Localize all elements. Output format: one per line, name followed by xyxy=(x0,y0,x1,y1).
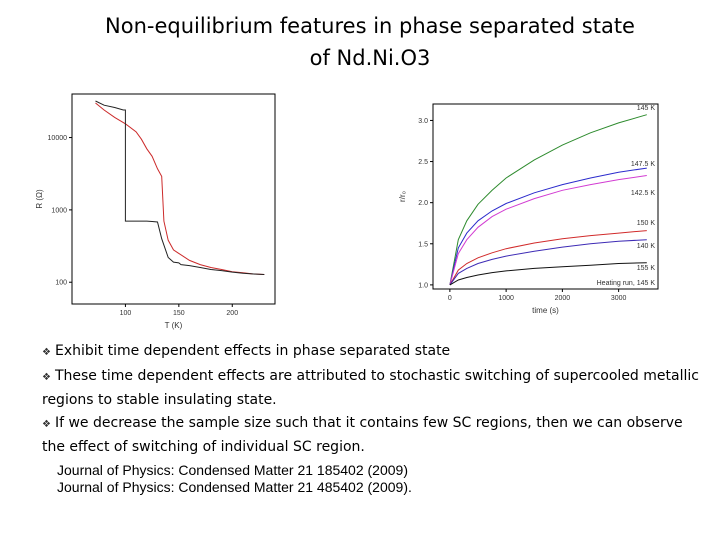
slide-title-line-1: Non-equilibrium features in phase separated state xyxy=(105,14,635,38)
series-line xyxy=(450,176,647,285)
series-line xyxy=(450,240,647,285)
bullet-item xyxy=(42,412,702,459)
series-label: 142.5 K xyxy=(630,190,655,197)
y-tick-label: 3.0 xyxy=(418,117,428,125)
x-axis-label: time (s) xyxy=(532,306,559,315)
x-tick-label: 1000 xyxy=(498,295,514,302)
chart-annotation: Heating run, 145 K xyxy=(596,280,655,287)
bullet-list xyxy=(42,340,702,459)
x-tick-label: 200 xyxy=(226,310,239,317)
diamond-bullet-icon: ❖ xyxy=(42,418,51,430)
y-tick-label: 2.0 xyxy=(418,200,428,208)
y-tick-label: 2.5 xyxy=(418,159,428,167)
bullet-text: If we decrease the sample size such that it contains few SC regions, then we can observe the effect of switching of individual SC region. xyxy=(42,414,683,455)
slide-title-line-2: of Nd.Ni.O3 xyxy=(309,46,431,70)
reference-1: Journal of Physics: Condensed Matter 21 185402 (2009) xyxy=(57,462,408,478)
y-tick-label: 1000 xyxy=(51,207,67,215)
relaxation-time-chart xyxy=(388,96,688,328)
x-tick-label: 100 xyxy=(119,310,132,317)
slide-title xyxy=(40,10,700,74)
y-tick-label: 10000 xyxy=(47,135,67,143)
diamond-bullet-icon: ❖ xyxy=(42,371,51,383)
bullet-text: These time dependent effects are attributed to stochastic switching of supercooled metallic regions to stable insulating state. xyxy=(42,367,699,408)
series-line xyxy=(96,101,265,275)
y-tick-label: 100 xyxy=(55,279,67,287)
plot-frame xyxy=(433,104,658,289)
y-tick-label: 1.0 xyxy=(418,282,428,290)
x-tick-label: 0 xyxy=(447,295,452,302)
series-line xyxy=(450,231,647,285)
bullet-text: Exhibit time dependent effects in phase separated state xyxy=(54,343,451,359)
series-line xyxy=(96,103,265,275)
series-label: 140 K xyxy=(636,243,655,250)
bullet-item xyxy=(42,365,702,412)
series-label: 145 K xyxy=(636,105,655,112)
bullet-item xyxy=(42,340,702,365)
series-label: 155 K xyxy=(636,265,655,272)
y-axis-label: r/r₀ xyxy=(398,191,407,202)
series-label: 147.5 K xyxy=(630,161,655,168)
x-tick-label: 150 xyxy=(172,310,185,317)
x-tick-label: 3000 xyxy=(610,295,627,302)
y-tick-label: 1.5 xyxy=(418,241,428,249)
series-line xyxy=(450,115,647,285)
x-tick-label: 2000 xyxy=(554,295,571,302)
y-axis-label: R (Ω) xyxy=(35,189,44,209)
references xyxy=(57,462,412,496)
series-label: 150 K xyxy=(636,220,655,227)
resistance-temperature-chart xyxy=(30,92,280,330)
reference-2: Journal of Physics: Condensed Matter 21 485402 (2009). xyxy=(57,479,412,495)
diamond-bullet-icon: ❖ xyxy=(42,347,51,358)
x-axis-label: T (K) xyxy=(164,321,183,330)
